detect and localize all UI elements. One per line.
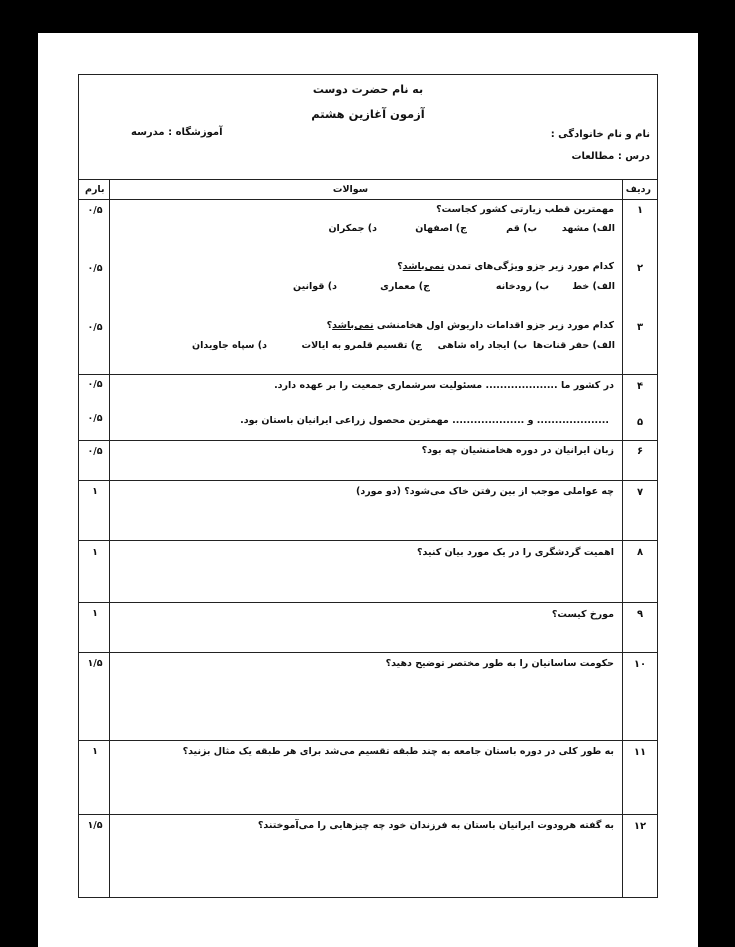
bismillah-line: به نام حضرت دوست bbox=[312, 83, 424, 96]
option-a: الف) خط bbox=[572, 281, 615, 292]
option-d: د) جمکران bbox=[328, 223, 377, 234]
column-questions: سوالات bbox=[332, 184, 369, 195]
option-d: د) سپاه جاویدان bbox=[192, 340, 267, 351]
question-row bbox=[79, 441, 657, 481]
question-row bbox=[79, 603, 657, 653]
option-a: الف) حفر قنات‌ها bbox=[532, 340, 615, 351]
option-a: الف) مشهد bbox=[561, 223, 615, 234]
question-number: ۱ bbox=[636, 205, 644, 216]
question-number: ۴ bbox=[636, 381, 644, 392]
question-number: ۳ bbox=[636, 322, 644, 333]
question-number: ۲ bbox=[636, 263, 644, 274]
question-number: ۷ bbox=[636, 487, 644, 498]
question-number: ۱۰ bbox=[633, 659, 647, 670]
question-score: ۰/۵ bbox=[87, 379, 103, 390]
question-number: ۸ bbox=[636, 547, 644, 558]
question-score: ۰/۵ bbox=[87, 263, 103, 274]
question-score: ۰/۵ bbox=[87, 205, 103, 216]
underlined-word: نمی‌باشد bbox=[332, 320, 374, 331]
question-text: در کشور ما .................... مسئولیت سرشماری جمعیت را بر عهده دارد. bbox=[274, 380, 614, 391]
question-number: ۱۲ bbox=[633, 821, 647, 832]
question-text: .................... و .................... مهمترین محصول زراعی ایرانیان باستان بود. bbox=[240, 415, 609, 426]
question-text: کدام مورد زیر جزو اقدامات داریوش اول هخامنشی نمی‌باشد؟ bbox=[326, 320, 614, 331]
option-b: ب) قم bbox=[506, 223, 537, 234]
question-text: به طور کلی در دوره باستان جامعه به چند طبقه تقسیم می‌شد برای هر طبقه یک مثال بزنید؟ bbox=[182, 746, 614, 757]
question-score: ۱ bbox=[92, 547, 98, 558]
column-header-row bbox=[79, 180, 657, 200]
option-d: د) قوانین bbox=[293, 281, 337, 292]
question-score: ۱/۵ bbox=[87, 658, 103, 669]
question-row bbox=[79, 653, 657, 741]
question-number: ۱۱ bbox=[633, 747, 647, 758]
school-label: آموزشگاه : مدرسه bbox=[131, 127, 223, 138]
option-b: ب) ایجاد راه شاهی bbox=[437, 340, 527, 351]
question-text: مورخ کیست؟ bbox=[551, 609, 614, 620]
column-row-number: ردیف bbox=[625, 184, 651, 195]
question-row bbox=[79, 741, 657, 815]
question-row bbox=[79, 481, 657, 541]
question-text: مهمترین قطب زیارتی کشور کجاست؟ bbox=[436, 204, 614, 215]
subject-label: درس : مطالعات bbox=[571, 151, 650, 162]
exam-header bbox=[79, 75, 657, 180]
question-score: ۰/۵ bbox=[87, 322, 103, 333]
column-score: بارم bbox=[85, 184, 105, 195]
question-score: ۱ bbox=[92, 486, 98, 497]
question-number: ۵ bbox=[636, 417, 644, 428]
question-score: ۱ bbox=[92, 608, 98, 619]
question-row bbox=[79, 541, 657, 603]
option-c: ج) اصفهان bbox=[415, 223, 467, 234]
question-row bbox=[79, 815, 657, 899]
option-c: ج) تقسیم قلمرو به ایالات bbox=[301, 340, 422, 351]
question-score: ۰/۵ bbox=[87, 446, 103, 457]
exam-title: آزمون آغازین هشتم bbox=[311, 107, 425, 121]
question-number: ۹ bbox=[636, 609, 644, 620]
student-name-label: نام و نام خانوادگی : bbox=[550, 129, 650, 140]
question-text: به گفته هرودوت ایرانیان باستان به فرزندان خود چه چیزهایی را می‌آموختند؟ bbox=[257, 820, 614, 831]
question-text: اهمیت گردشگری را در یک مورد بیان کنید؟ bbox=[416, 547, 614, 558]
option-c: ج) معماری bbox=[380, 281, 430, 292]
question-score: ۰/۵ bbox=[87, 413, 103, 424]
underlined-word: نمی‌باشد bbox=[402, 261, 445, 272]
question-score: ۱ bbox=[92, 746, 98, 757]
question-score: ۱/۵ bbox=[87, 820, 103, 831]
question-text: حکومت ساسانیان را به طور مختصر توضیح دهید؟ bbox=[385, 658, 614, 669]
question-block-fill bbox=[79, 375, 657, 441]
question-text: چه عواملی موجب از بین رفتن خاک می‌شود؟ (دو مورد) bbox=[356, 486, 614, 497]
exam-sheet bbox=[78, 74, 658, 898]
question-number: ۶ bbox=[636, 446, 644, 457]
option-b: ب) رودخانه bbox=[495, 281, 549, 292]
question-text: کدام مورد زیر جزو ویژگی‌های تمدن نمی‌باشد؟ bbox=[397, 261, 614, 272]
question-block-mc bbox=[79, 200, 657, 375]
question-text: زبان ایرانیان در دوره هخامنشیان چه بود؟ bbox=[421, 445, 614, 456]
